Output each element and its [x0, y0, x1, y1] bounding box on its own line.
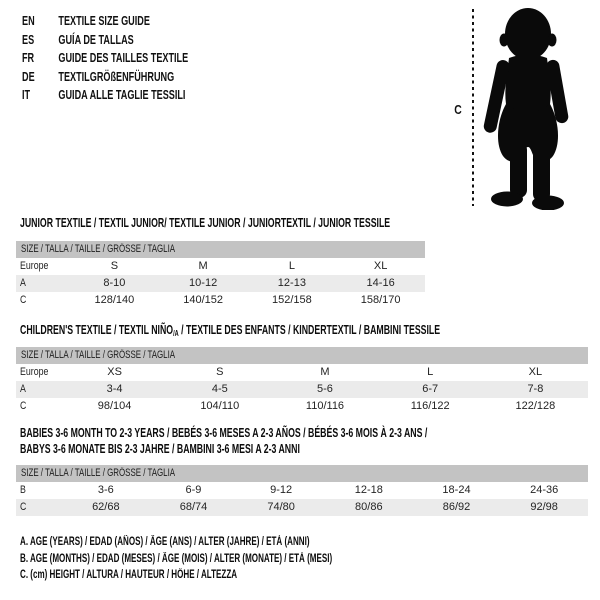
footnote-b: B. AGE (MONTHS) / EDAD (MESES) / ÂGE (MOIS) / ALTER (MONATE) / ETÀ (MESI): [20, 552, 333, 565]
table-cell: 12-18: [354, 484, 383, 496]
table-row-height: [16, 398, 588, 415]
table-cell: 110/116: [305, 400, 345, 412]
table-cell: 152/158: [271, 294, 312, 306]
row-label-cell: C: [20, 294, 27, 306]
row-label-cell: C: [20, 400, 27, 412]
table-cell: 5-6: [317, 383, 333, 395]
table-cell: XL: [373, 260, 388, 272]
table-cell: S: [216, 366, 224, 378]
language-title: TEXTILE SIZE GUIDE: [58, 13, 150, 28]
table-cell: 3-4: [106, 383, 123, 395]
section-title-text: CHILDREN'S TEXTILE / TEXTIL NIÑO: [20, 323, 174, 337]
table-cell: XL: [528, 366, 543, 378]
table-cell: 6-9: [185, 484, 202, 496]
size-header-label: SIZE / TALLA / TAILLE / GRÖSSE / TAGLIA: [21, 467, 176, 479]
table-cell: 98/104: [97, 400, 132, 412]
junior-size-table: [16, 241, 425, 309]
table-row-age: [16, 381, 588, 398]
language-code: ES: [22, 31, 35, 47]
size-header-label: SIZE / TALLA / TAILLE / GRÖSSE / TAGLIA: [21, 349, 176, 361]
table-cell: 3-6: [97, 484, 114, 496]
language-code: EN: [22, 13, 35, 28]
table-cell: 92/98: [530, 501, 558, 513]
table-cell: 14-16: [366, 277, 395, 289]
table-row-height: [16, 499, 588, 516]
table-cell: 4-5: [211, 383, 228, 395]
language-code: DE: [22, 68, 35, 84]
row-label-cell: Europe: [20, 260, 49, 272]
baby-silhouette: [482, 4, 578, 210]
language-code: IT: [22, 87, 31, 102]
table-cell: 122/128: [515, 400, 556, 412]
section-title-subscript: /A: [173, 329, 179, 338]
table-cell: M: [198, 260, 208, 272]
table-row-height: [16, 292, 425, 309]
row-label-cell: Europe: [20, 366, 49, 378]
table-cell: 80/86: [355, 501, 383, 513]
children-size-table: [16, 347, 588, 415]
table-cell: 9-12: [270, 484, 293, 496]
footnotes: [20, 534, 466, 584]
table-row-sizes: [16, 364, 588, 381]
table-cell: 86/92: [442, 501, 471, 513]
footnote-a: A. AGE (YEARS) / EDAD (AÑOS) / ÂGE (ANS) / ALTER (JAHRE) / ETÀ (ANNI): [20, 536, 310, 548]
table-cell: 140/152: [183, 294, 223, 306]
language-row-de: [22, 68, 188, 87]
table-cell: 68/74: [179, 501, 208, 513]
size-header-label: SIZE / TALLA / TAILLE / GRÖSSE / TAGLIA: [21, 243, 176, 255]
row-label-cell: B: [20, 484, 26, 496]
height-label-c: C: [454, 102, 462, 117]
row-label-cell: A: [20, 277, 26, 289]
row-label-cell: A: [20, 383, 26, 395]
table-cell: 8-10: [103, 277, 126, 289]
table-cell: 62/68: [92, 501, 120, 513]
babies-size-table: [16, 465, 588, 516]
table-row-sizes: [16, 258, 425, 275]
table-cell: 24-36: [530, 484, 559, 496]
table-row-age-months: [16, 482, 588, 499]
table-cell: 10-12: [189, 277, 218, 289]
language-code: FR: [22, 50, 35, 65]
table-cell: 12-13: [277, 277, 306, 289]
table-cell: XS: [107, 366, 122, 378]
table-cell: 158/170: [360, 294, 401, 306]
height-measure-line: [472, 9, 474, 206]
table-cell: 104/110: [200, 400, 240, 412]
language-legend: [22, 12, 259, 105]
table-cell: 128/140: [94, 294, 135, 306]
table-row-age: [16, 275, 425, 292]
table-cell: 6-7: [422, 383, 439, 395]
table-cell: 74/80: [267, 501, 295, 513]
table-cell: M: [320, 366, 330, 378]
language-title: TEXTILGRÖßENFÜHRUNG: [58, 68, 175, 84]
footnote-c: C. (cm) HEIGHT / ALTURA / HAUTEUR / HÖHE / ALTEZZA: [20, 569, 238, 581]
section-title-junior: JUNIOR TEXTILE / TEXTIL JUNIOR/ TEXTILE JUNIOR / JUNIORTEXTIL / JUNIOR TESSILE: [20, 216, 391, 230]
language-title: GUÍA DE TALLAS: [58, 31, 134, 47]
section-title-text: / TEXTILE DES ENFANTS / KINDERTEXTIL / BAMBINI TESSILE: [178, 323, 441, 337]
section-title-babies: [20, 425, 600, 457]
language-title: GUIDE DES TAILLES TEXTILE: [58, 50, 189, 65]
table-cell: 7-8: [527, 383, 544, 395]
section-title-line1: BABIES 3-6 MONTH TO 2-3 YEARS / BEBÉS 3-6 MESES A 2-3 AÑOS / BÉBÉS 3-6 MOIS À 2-3 ANS /: [20, 426, 428, 440]
table-cell: S: [110, 260, 119, 272]
language-row-es: [22, 31, 188, 50]
language-title: GUIDA ALLE TAGLIE TESSILI: [58, 87, 186, 102]
size-header-bar: [16, 465, 588, 482]
language-row-fr: [22, 49, 188, 68]
table-cell: L: [427, 366, 434, 378]
section-title-children: [20, 322, 440, 342]
size-header-bar: [16, 241, 425, 258]
table-cell: 18-24: [442, 484, 471, 496]
row-label-cell: C: [20, 501, 27, 513]
table-cell: L: [288, 260, 295, 272]
language-row-en: [22, 12, 188, 31]
section-title-line2: BABYS 3-6 MONATE BIS 2-3 JAHRE / BAMBINI 3-6 MESI A 2-3 ANNI: [20, 442, 300, 456]
size-header-bar: [16, 347, 588, 364]
table-cell: 116/122: [410, 400, 450, 412]
language-row-it: [22, 86, 188, 105]
